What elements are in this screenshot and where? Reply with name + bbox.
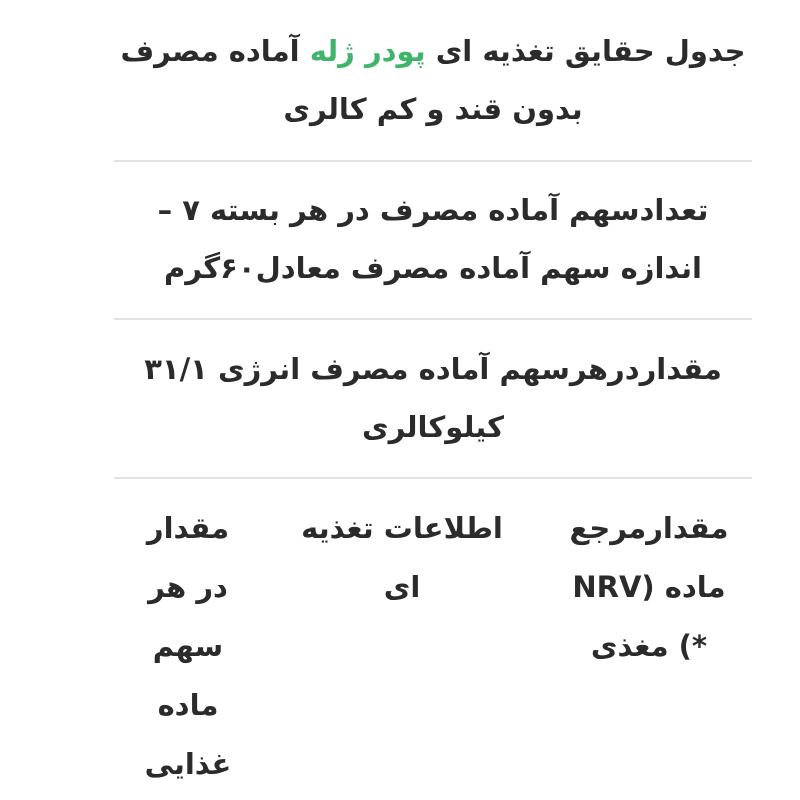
table-header-nrv: مقدارمرجع ماده (NRV *) مغذی bbox=[569, 511, 729, 663]
product-name-link[interactable]: پودر ژله bbox=[309, 34, 426, 68]
table-header-amount-per-serving: مقدار در هر سهم ماده غذایی bbox=[144, 511, 232, 781]
table-header-nutrition-info: اطلاعات تغذیه ای bbox=[301, 511, 503, 604]
servings-info: تعدادسهم آماده مصرف در هر بسته ۷ – اندازه سهم آماده مصرف معادل۶۰گرم bbox=[157, 193, 709, 285]
divider bbox=[114, 477, 752, 479]
title-prefix: جدول حقایق تغذیه ای bbox=[425, 34, 746, 68]
title-suffix: آماده مصرف بدون قند و کم کالری bbox=[120, 34, 583, 126]
page-title bbox=[114, 22, 752, 138]
divider bbox=[114, 318, 752, 320]
energy-info: مقداردرهرسهم آماده مصرف انرژی ۳۱/۱ کیلوکالری bbox=[144, 352, 722, 444]
divider bbox=[114, 160, 752, 162]
